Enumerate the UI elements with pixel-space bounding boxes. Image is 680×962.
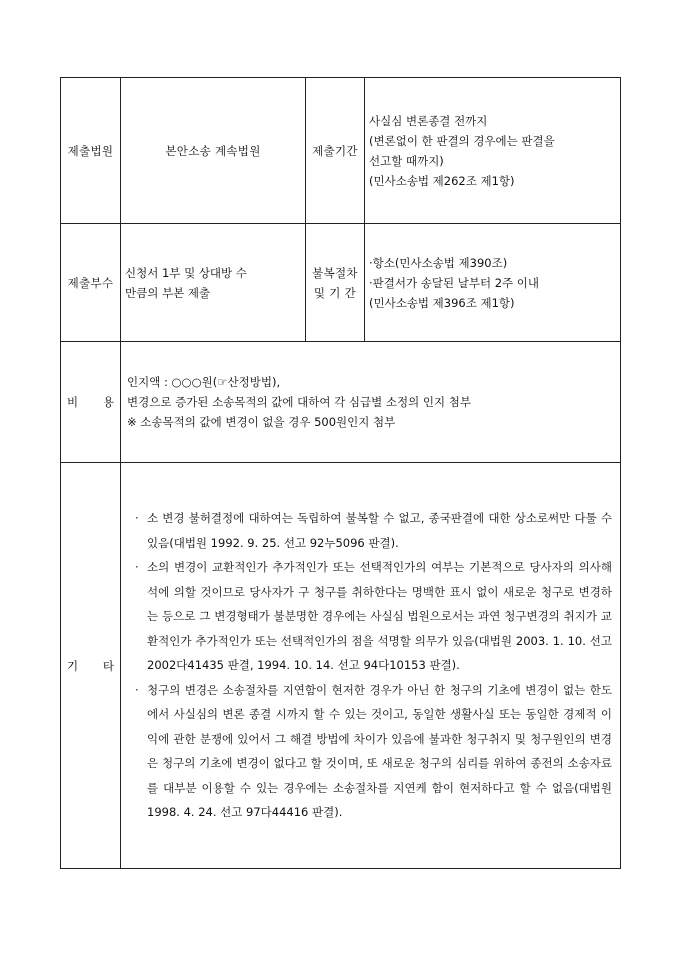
value-copies bbox=[121, 224, 306, 342]
cost-line: ※ 소송목적의 값에 변경이 없을 경우 500원인지 첨부 bbox=[127, 415, 396, 429]
period-line: (민사소송법 제262조 제1항) bbox=[369, 173, 515, 188]
misc-bullet: · 소 변경 불허결정에 대하여는 독립하여 불복할 수 없고, 종국판결에 대한 상소로써만 다툴 수 있음(대법원 1992. 9. 25. 선고 92누5096 판결). bbox=[127, 506, 612, 555]
appeal-line: (민사소송법 제396조 제1항) bbox=[369, 295, 515, 310]
row-copies bbox=[61, 224, 621, 342]
value-period bbox=[365, 78, 621, 224]
row-cost bbox=[61, 342, 621, 463]
misc-bullet-list bbox=[127, 506, 612, 825]
appeal-label-line: 불복절차 bbox=[312, 265, 358, 280]
appeal-line: ·판결서가 송달된 날부터 2주 이내 bbox=[369, 275, 540, 290]
value-court: 본안소송 계속법원 bbox=[121, 78, 306, 224]
misc-bullet: · 소의 변경이 교환적인가 추가적인가 또는 선택적인가의 여부는 기본적으로 당사자의 의사해석에 의할 것이므로 당사자가 구 청구를 취하한다는 명백한 표시 없이 새로운 청구로 변경하는 등으로 그 변경형태가 불분명한 경우에는 사실심 법원으로서는 과연 청구변경의 취지가 교환적인가 추가적인가 또는 선택적인가의 점을 석명할 의무가 있음(대법원 2003. 1. 10. 선고 2002다41435 판결, 1994. 10. 14. 선고 94다10153 판결). bbox=[127, 555, 612, 678]
period-line: (변론없이 한 판결의 경우에는 판결을 bbox=[369, 133, 555, 148]
cost-line: 변경으로 증가된 소송목적의 값에 대하여 각 심급별 소정의 인지 첨부 bbox=[127, 395, 471, 409]
value-misc bbox=[121, 463, 621, 869]
label-copies: 제출부수 bbox=[61, 224, 121, 342]
row-misc bbox=[61, 463, 621, 869]
appeal-label-line: 및 기 간 bbox=[313, 285, 357, 300]
cost-line: 인지액 : ○○○원(☞산정방법), bbox=[127, 375, 281, 389]
label-char: 기 bbox=[67, 658, 79, 673]
filing-info-table bbox=[60, 77, 621, 869]
period-line: 사실심 변론종결 전까지 bbox=[369, 113, 488, 128]
row-court bbox=[61, 78, 621, 224]
period-line: 선고할 때까지) bbox=[369, 153, 444, 168]
label-misc bbox=[61, 463, 121, 869]
copies-line: 신청서 1부 및 상대방 수 bbox=[125, 265, 247, 280]
misc-bullet: · 청구의 변경은 소송절차를 지연함이 현저한 경우가 아닌 한 청구의 기초에 변경이 없는 한도에서 사실심의 변론 종결 시까지 할 수 있는 것이고, 동일한 생활사실 또는 동일한 경제적 이익에 관한 분쟁에 있어서 그 해결 방법에 차이가 있음에 불과한 청구취지 및 청구원인의 변경은 청구의 기초에 변경이 없다고 할 것이며, 또 새로운 청구의 심리를 위하여 종전의 소송자료를 대부분 이용할 수 있는 경우에는 소송절차를 지연케 함이 현저하다고 할 수 없음(대법원 1998. 4. 24. 선고 97다44416 판결). bbox=[127, 678, 612, 825]
appeal-line: ·항소(민사소송법 제390조) bbox=[369, 255, 508, 270]
label-char: 타 bbox=[102, 658, 114, 673]
value-cost bbox=[121, 342, 621, 463]
label-appeal bbox=[306, 224, 365, 342]
label-cost bbox=[61, 342, 121, 463]
label-court: 제출법원 bbox=[61, 78, 121, 224]
label-period: 제출기간 bbox=[306, 78, 365, 224]
label-char: 비 bbox=[67, 395, 79, 409]
value-appeal bbox=[365, 224, 621, 342]
label-char: 용 bbox=[102, 395, 114, 409]
copies-line: 만큼의 부본 제출 bbox=[125, 285, 211, 300]
